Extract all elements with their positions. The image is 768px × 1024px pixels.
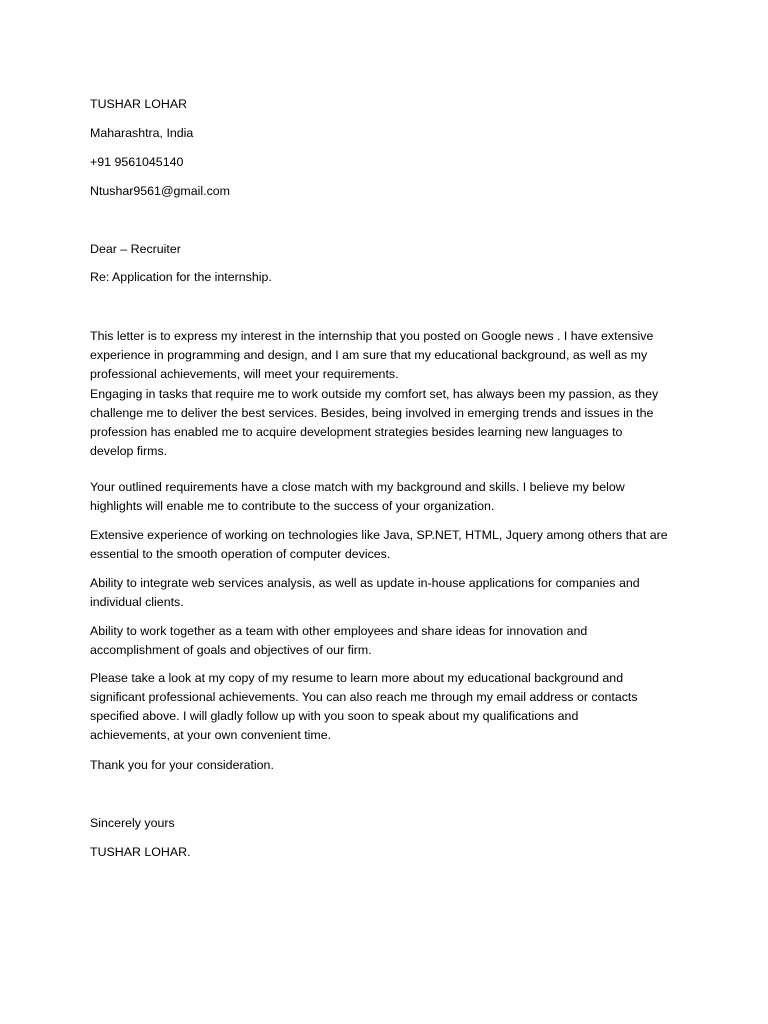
paragraph-line: essential to the smooth operation of computer devices. <box>90 547 391 561</box>
signature: TUSHAR LOHAR. <box>90 845 191 859</box>
paragraph-line: accomplishment of goals and objectives of our firm. <box>90 643 372 657</box>
paragraph-line: Engaging in tasks that require me to work outside my comfort set, has always been my passion, as they <box>90 387 659 401</box>
paragraph-line: develop firms. <box>90 444 168 458</box>
paragraph-line: professional achievements, will meet your requirements. <box>90 367 399 381</box>
subject-line: Re: Application for the internship. <box>90 270 272 284</box>
paragraph-line: Thank you for your consideration. <box>90 758 274 772</box>
paragraph-line: achievements, at your own convenient time. <box>90 728 332 742</box>
sender-name: TUSHAR LOHAR <box>90 97 188 111</box>
paragraph-technologies <box>90 526 680 564</box>
paragraph-line: Ability to integrate web services analysis, as well as update in-house applications for companies and <box>90 576 640 590</box>
paragraph-line: profession has enabled me to acquire development strategies besides learning new languages to <box>90 425 623 439</box>
paragraph-line: experience in programming and design, and I am sure that my educational background, as well as my <box>90 348 648 362</box>
paragraph-line: challenge me to deliver the best services. Besides, being involved in emerging trends and issues in the <box>90 406 654 420</box>
paragraph-line: individual clients. <box>90 595 184 609</box>
paragraph-line: highlights will enable me to contribute to the success of your organization. <box>90 499 495 513</box>
paragraph-web-services <box>90 574 680 612</box>
sender-phone: +91 9561045140 <box>90 155 184 169</box>
paragraph-requirements <box>90 478 680 516</box>
paragraph-passion <box>90 385 680 461</box>
paragraph-teamwork <box>90 622 680 660</box>
paragraph-interest <box>90 327 680 384</box>
salutation: Dear – Recruiter <box>90 242 181 256</box>
paragraph-line: Extensive experience of working on technologies like Java, SP.NET, HTML, Jquery among others that are <box>90 528 668 542</box>
closing: Sincerely yours <box>90 816 175 830</box>
paragraph-line: significant professional achievements. You can also reach me through my email address or contacts <box>90 690 638 704</box>
paragraph-line: This letter is to express my interest in the internship that you posted on Google news . I have extensive <box>90 329 654 343</box>
paragraph-resume <box>90 669 680 745</box>
paragraph-line: Ability to work together as a team with other employees and share ideas for innovation and <box>90 624 588 638</box>
sender-email: Ntushar9561@gmail.com <box>90 184 230 198</box>
paragraph-thanks <box>90 756 680 775</box>
sender-location: Maharashtra, India <box>90 126 194 140</box>
paragraph-line: Please take a look at my copy of my resume to learn more about my educational background and <box>90 671 624 685</box>
paragraph-line: specified above. I will gladly follow up with you soon to speak about my qualifications and <box>90 709 579 723</box>
paragraph-line: Your outlined requirements have a close match with my background and skills. I believe my below <box>90 480 625 494</box>
